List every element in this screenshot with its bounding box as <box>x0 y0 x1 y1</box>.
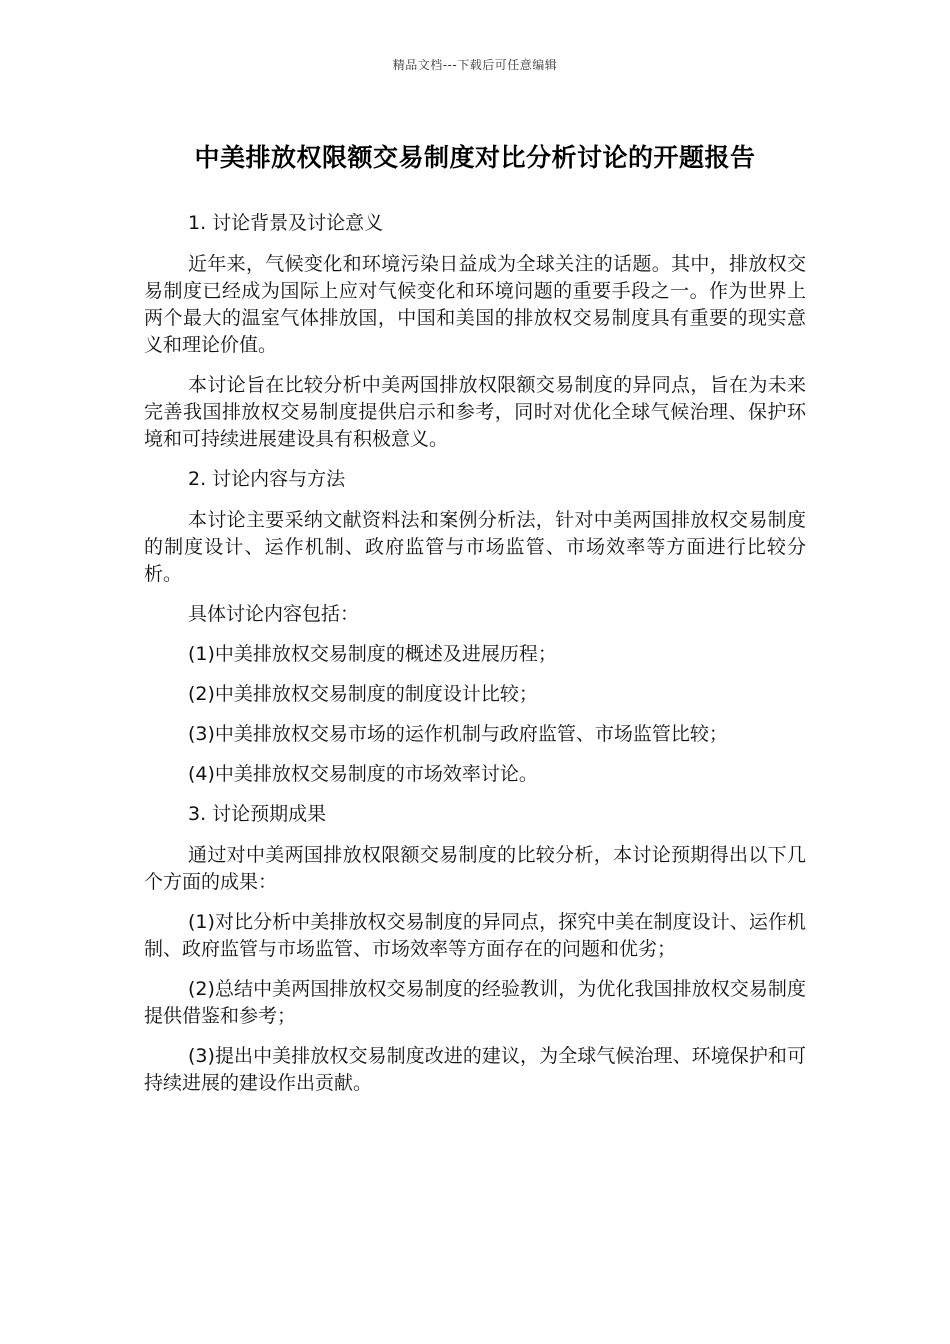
list-item: (2)总结中美两国排放权交易制度的经验教训，为优化我国排放权交易制度提供借鉴和参考； <box>144 978 806 1027</box>
list-item: (2)中美排放权交易制度的制度设计比较； <box>188 683 538 705</box>
section-heading-outcomes: 3. 讨论预期成果 <box>188 803 327 825</box>
paragraph-purpose: 本讨论旨在比较分析中美两国排放权限额交易制度的异同点，旨在为未来完善我国排放权交易制度提供启示和参考，同时对优化全球气候治理、保护环境和可持续进展建设具有积极意义。 <box>144 374 806 450</box>
document-body <box>144 210 806 1110</box>
list-item: (3)提出中美排放权交易制度改进的建议，为全球气候治理、环境保护和可持续进展的建设作出贡献。 <box>144 1045 806 1094</box>
paragraph-methods: 本讨论主要采纳文献资料法和案例分析法，针对中美两国排放权交易制度的制度设计、运作机制、政府监管与市场监管、市场效率等方面进行比较分析。 <box>144 509 806 585</box>
list-item: (1)中美排放权交易制度的概述及进展历程； <box>188 643 557 665</box>
paragraph-content-intro: 具体讨论内容包括： <box>188 603 360 625</box>
paragraph-background: 近年来，气候变化和环境污染日益成为全球关注的话题。其中，排放权交易制度已经成为国际上应对气候变化和环境问题的重要手段之一。作为世界上两个最大的温室气体排放国，中国和美国的排放权交易制度具有重要的现实意义和理论价值。 <box>144 253 806 356</box>
document-title: 中美排放权限额交易制度对比分析讨论的开题报告 <box>194 143 756 172</box>
section-heading-methods: 2. 讨论内容与方法 <box>188 468 346 490</box>
list-item: (3)中美排放权交易市场的运作机制与政府监管、市场监管比较； <box>188 723 728 745</box>
page-header: 精品文档---下载后可任意编辑 <box>392 58 558 72</box>
list-item: (4)中美排放权交易制度的市场效率讨论。 <box>188 763 538 785</box>
paragraph-outcomes-intro: 通过对中美两国排放权限额交易制度的比较分析，本讨论预期得出以下几个方面的成果： <box>144 844 806 893</box>
list-item: (1)对比分析中美排放权交易制度的异同点，探究中美在制度设计、运作机制、政府监管与市场监管、市场效率等方面存在的问题和优劣； <box>144 911 806 960</box>
section-heading-background: 1. 讨论背景及讨论意义 <box>188 212 384 234</box>
